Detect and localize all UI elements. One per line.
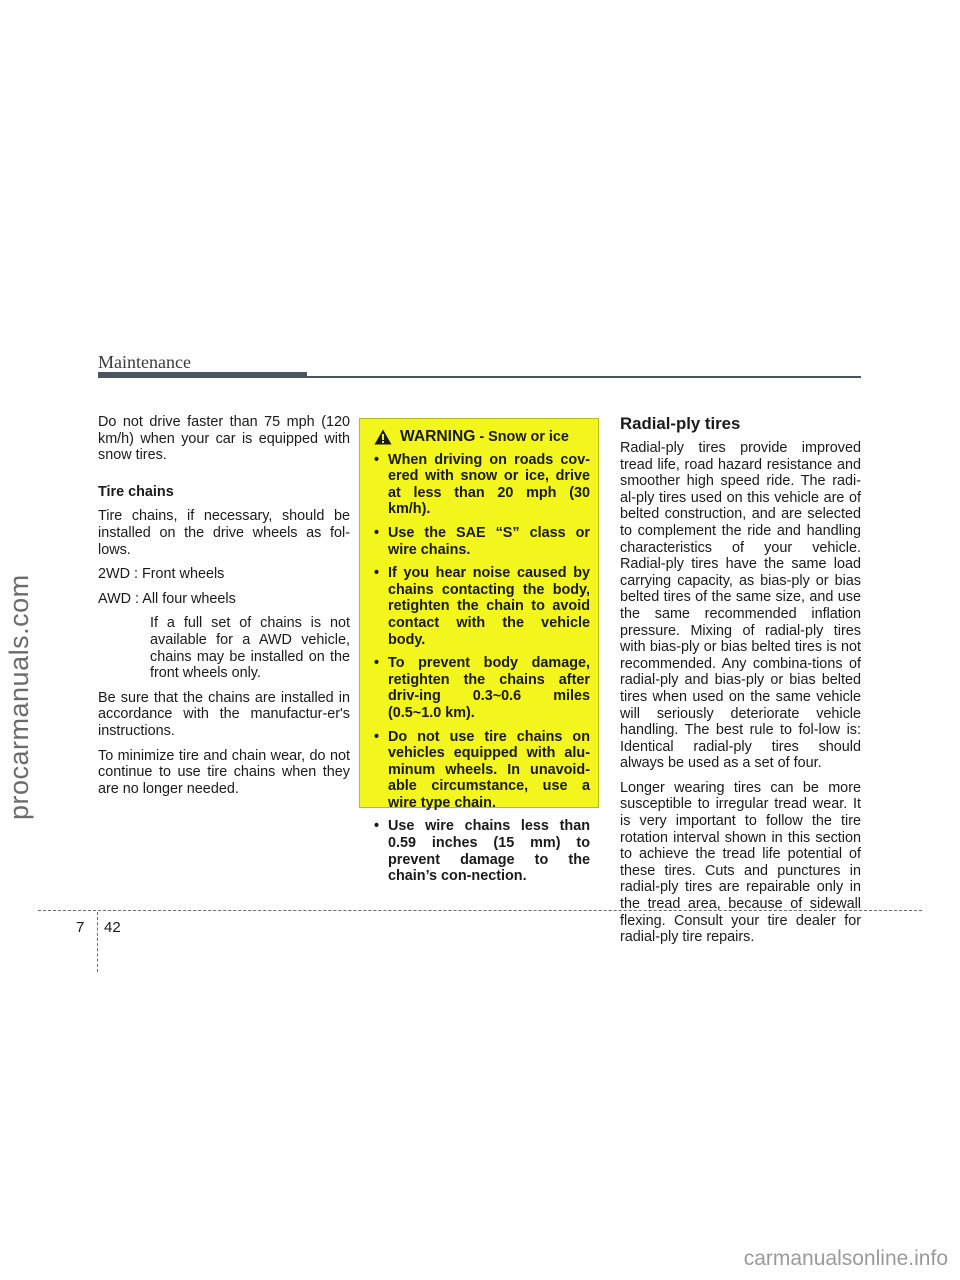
bottom-watermark: carmanualsonline.info <box>743 1247 948 1270</box>
right-column <box>620 440 861 954</box>
chapter-number: 7 <box>76 919 85 936</box>
radial-ply-paragraph-2: Longer wearing tires can be more susceptible to irregular tread wear. It is very important to follow the tire rotation interval shown in this section to achieve the tread life potential of these tires. Cuts and punctures in radial-ply tires are repairable only in the tread area, because of sidewall flexing. Consult your tire dealer for radial-ply tire repairs. <box>620 779 861 946</box>
header-rule-thick <box>98 372 307 378</box>
chain-wear-text: To minimize tire and chain wear, do not continue to use tire chains when they are no longer needed. <box>98 747 350 797</box>
warning-item: • Do not use tire chains on vehicles equipped with alu-minum wheels. In unavoid-able circumstance, use a wire type chain. <box>368 729 590 812</box>
awd-chain-note: If a full set of chains is not available for a AWD vehicle, chains may be installed on the front wheels only. <box>150 615 350 682</box>
warning-item: • Use wire chains less than 0.59 inches (15 mm) to prevent damage to the chain’s con-nection. <box>368 818 590 884</box>
warning-header <box>374 429 590 446</box>
side-watermark: procarmanuals.com <box>4 574 34 820</box>
radial-ply-paragraph-1: Radial-ply tires provide improved tread life, road hazard resistance and smoother high speed ride. The radi-al-ply tires used on this vehicle are of belted construction, and are selected to complement the ride and handling characteristics of your vehicle. Radial-ply tires have the same load carrying capacity, as bias-ply or bias belted tires of the same size, and use the same recommended inflation pressure. Mixing of radial-ply tires with bias-ply or bias belted tires is not recommended. Any combina-tions of radial-ply and bias-ply or bias belted tires when used on the same vehicle will seriously deteriorate vehicle handling. The best rule to fol-low is: Identical radial-ply tires should always be used as a set of four. <box>620 440 861 772</box>
chain-awd-line: AWD : All four wheels <box>98 590 236 607</box>
tire-chains-heading: Tire chains <box>98 483 174 500</box>
radial-ply-heading: Radial-ply tires <box>620 414 741 433</box>
section-header-title: Maintenance <box>98 352 191 372</box>
warning-item: • To prevent body damage, retighten the chains after driv-ing 0.3~0.6 miles (0.5~1.0 km). <box>368 655 590 721</box>
snow-ice-warning-box <box>359 418 599 885</box>
warning-triangle-icon <box>374 429 392 445</box>
warning-item: • If you hear noise caused by chains contacting the body, retighten the chain to avoid contact with the vehicle body. <box>368 565 590 648</box>
snow-tire-speed-text: Do not drive faster than 75 mph (120 km/h) when your car is equipped with snow tires. <box>98 414 350 464</box>
warning-item: • Use the SAE “S” class or wire chains. <box>368 525 590 558</box>
header-rule-thin <box>307 376 861 378</box>
chain-2wd-line: 2WD : Front wheels <box>98 566 225 583</box>
left-column <box>98 414 350 805</box>
page-number: 42 <box>104 919 121 936</box>
chain-install-text: Be sure that the chains are installed in accordance with the manufactur-er's instructions. <box>98 689 350 739</box>
footer-vertical-rule <box>97 912 98 972</box>
tire-chains-intro: Tire chains, if necessary, should be installed on the drive wheels as fol-lows. <box>98 508 350 558</box>
footer-dashed-rule <box>38 910 922 911</box>
warning-item: • When driving on roads cov-ered with snow or ice, drive at less than 20 mph (30 km/h). <box>368 452 590 518</box>
warning-list <box>368 452 590 885</box>
warning-subtitle: - Snow or ice <box>479 429 569 445</box>
warning-label: WARNING <box>400 428 476 445</box>
